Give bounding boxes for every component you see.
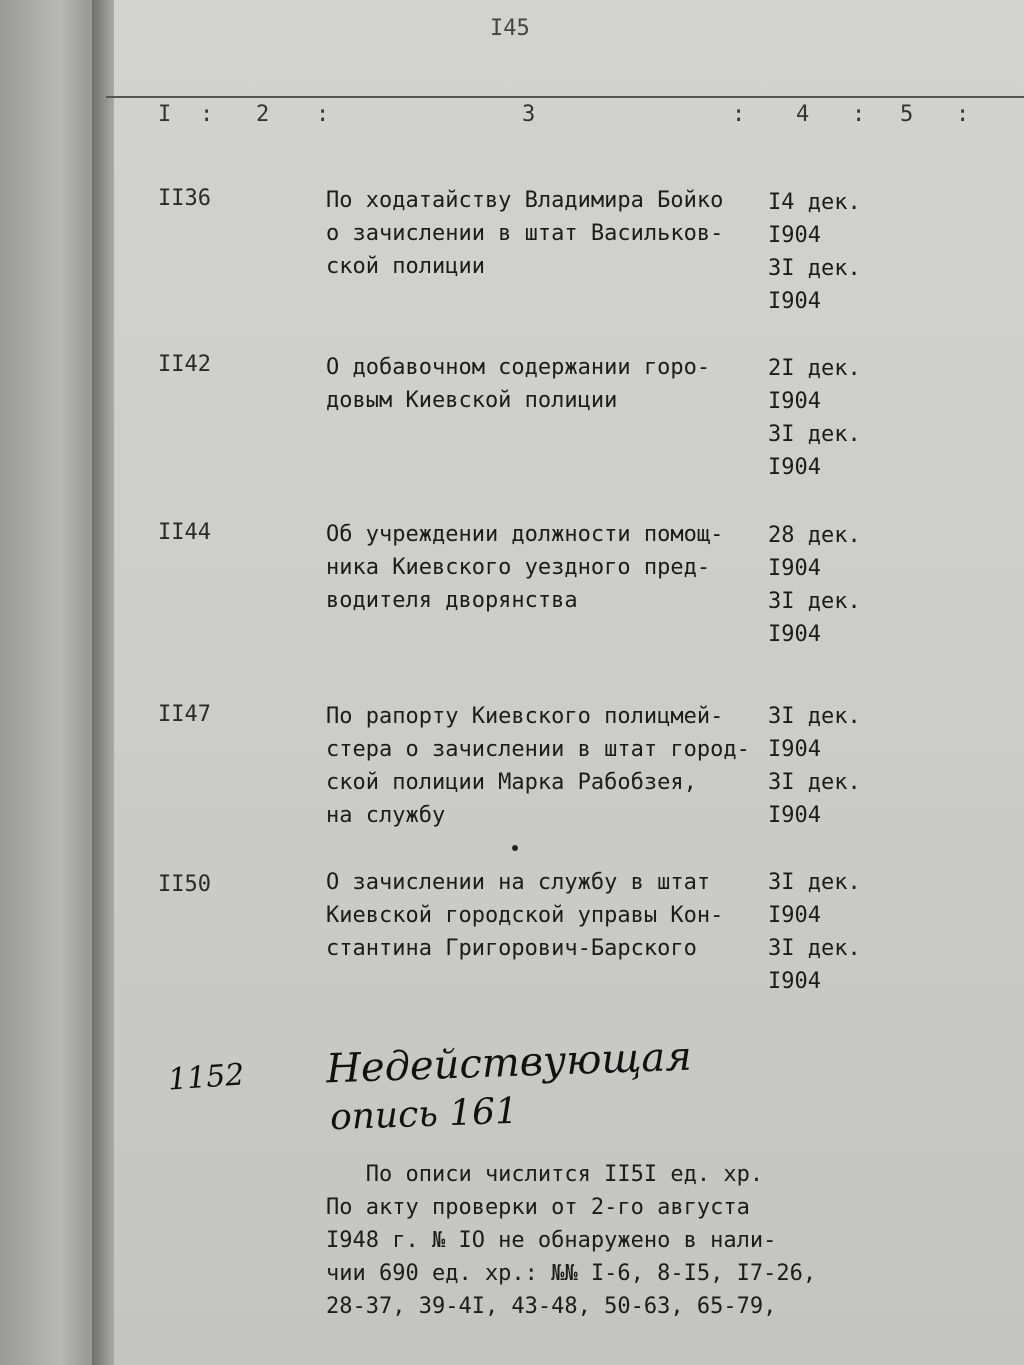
summary-line: чии 690 ед. хр.: №№ I-6, 8-I5, I7-26, xyxy=(326,1261,817,1286)
entry-start-date: I4 дек. xyxy=(768,190,861,215)
entry-start-year: I904 xyxy=(768,556,821,581)
column-separator: : xyxy=(200,102,214,127)
column-header-3: 3 xyxy=(522,102,536,127)
entry-title-line: Киевской городской управы Кон- xyxy=(326,903,724,928)
entry-title-line: водителя дворянства xyxy=(326,588,578,613)
entry-start-year: I904 xyxy=(768,389,821,414)
entry-number: II47 xyxy=(158,702,211,727)
left-facing-page xyxy=(0,0,100,1365)
entry-title-line: ника Киевского уездного пред- xyxy=(326,555,711,580)
entry-start-date: 2I дек. xyxy=(768,356,861,381)
summary-paragraph xyxy=(326,1158,816,1323)
entry-title xyxy=(326,700,750,832)
handwritten-note-line-1: Недействующая xyxy=(325,1033,693,1093)
entry-title-line: По рапорту Киевского полицмей- xyxy=(326,704,724,729)
column-header-5: 5 xyxy=(900,102,914,127)
entry-title-line: стера о зачислении в штат город- xyxy=(326,737,750,762)
entry-title-line: ской полиции Марка Рабобзея, xyxy=(326,770,697,795)
entry-title-line: ской полиции xyxy=(326,254,485,279)
entry-end-date: 3I дек. xyxy=(768,256,861,281)
entry-title-line: о зачислении в штат Васильков- xyxy=(326,221,724,246)
entry-title-line: на службу xyxy=(326,803,446,828)
column-separator: : xyxy=(956,102,970,127)
entry-end-date: 3I дек. xyxy=(768,589,861,614)
entry-title-line: О зачислении на службу в штат xyxy=(326,870,711,895)
entry-number: II42 xyxy=(158,352,211,377)
entry-dates xyxy=(768,866,861,998)
entry-number: II50 xyxy=(158,872,211,897)
entry-dates xyxy=(768,519,861,651)
entry-end-year: I904 xyxy=(768,969,821,994)
entry-start-year: I904 xyxy=(768,737,821,762)
entry-end-date: 3I дек. xyxy=(768,936,861,961)
entry-dates xyxy=(768,186,861,318)
entry-start-date: 3I дек. xyxy=(768,870,861,895)
summary-line: I948 г. № IO не обнаружено в нали- xyxy=(326,1228,777,1253)
entry-end-date: 3I дек. xyxy=(768,422,861,447)
entry-number: II36 xyxy=(158,186,211,211)
summary-line: По описи числится II5I ед. хр. xyxy=(326,1162,764,1187)
column-header-1: I xyxy=(158,102,172,127)
column-separator: : xyxy=(852,102,866,127)
entry-end-year: I904 xyxy=(768,803,821,828)
entry-end-year: I904 xyxy=(768,622,821,647)
page-number: I45 xyxy=(490,16,530,41)
entry-title xyxy=(326,351,710,417)
ink-dot xyxy=(512,845,518,851)
handwritten-number: 1152 xyxy=(166,1057,246,1098)
entry-title xyxy=(326,184,723,283)
entry-title-line: О добавочном содержании горо- xyxy=(326,355,711,380)
summary-line: 28-37, 39-4I, 43-48, 50-63, 65-79, xyxy=(326,1294,777,1319)
entry-start-date: 3I дек. xyxy=(768,704,861,729)
entry-start-year: I904 xyxy=(768,903,821,928)
entry-start-date: 28 дек. xyxy=(768,523,861,548)
summary-line: По акту проверки от 2-го августа xyxy=(326,1195,750,1220)
entry-dates xyxy=(768,352,861,484)
entry-dates xyxy=(768,700,861,832)
handwritten-note-line-2: опись 161 xyxy=(329,1090,519,1139)
column-header-4: 4 xyxy=(796,102,810,127)
entry-title-line: Об учреждении должности помощ- xyxy=(326,522,724,547)
book-gutter xyxy=(92,0,114,1365)
header-rule xyxy=(106,96,1024,98)
entry-end-year: I904 xyxy=(768,455,821,480)
entry-title xyxy=(326,518,723,617)
entry-title-line: стантина Григорович-Барского xyxy=(326,936,697,961)
column-header-2: 2 xyxy=(256,102,270,127)
entry-title-line: По ходатайству Владимира Бойко xyxy=(326,188,724,213)
entry-end-year: I904 xyxy=(768,289,821,314)
entry-start-year: I904 xyxy=(768,223,821,248)
entry-title xyxy=(326,866,723,965)
entry-number: II44 xyxy=(158,520,211,545)
entry-title-line: довым Киевской полиции xyxy=(326,388,618,413)
column-separator: : xyxy=(316,102,330,127)
entry-end-date: 3I дек. xyxy=(768,770,861,795)
column-separator: : xyxy=(732,102,746,127)
